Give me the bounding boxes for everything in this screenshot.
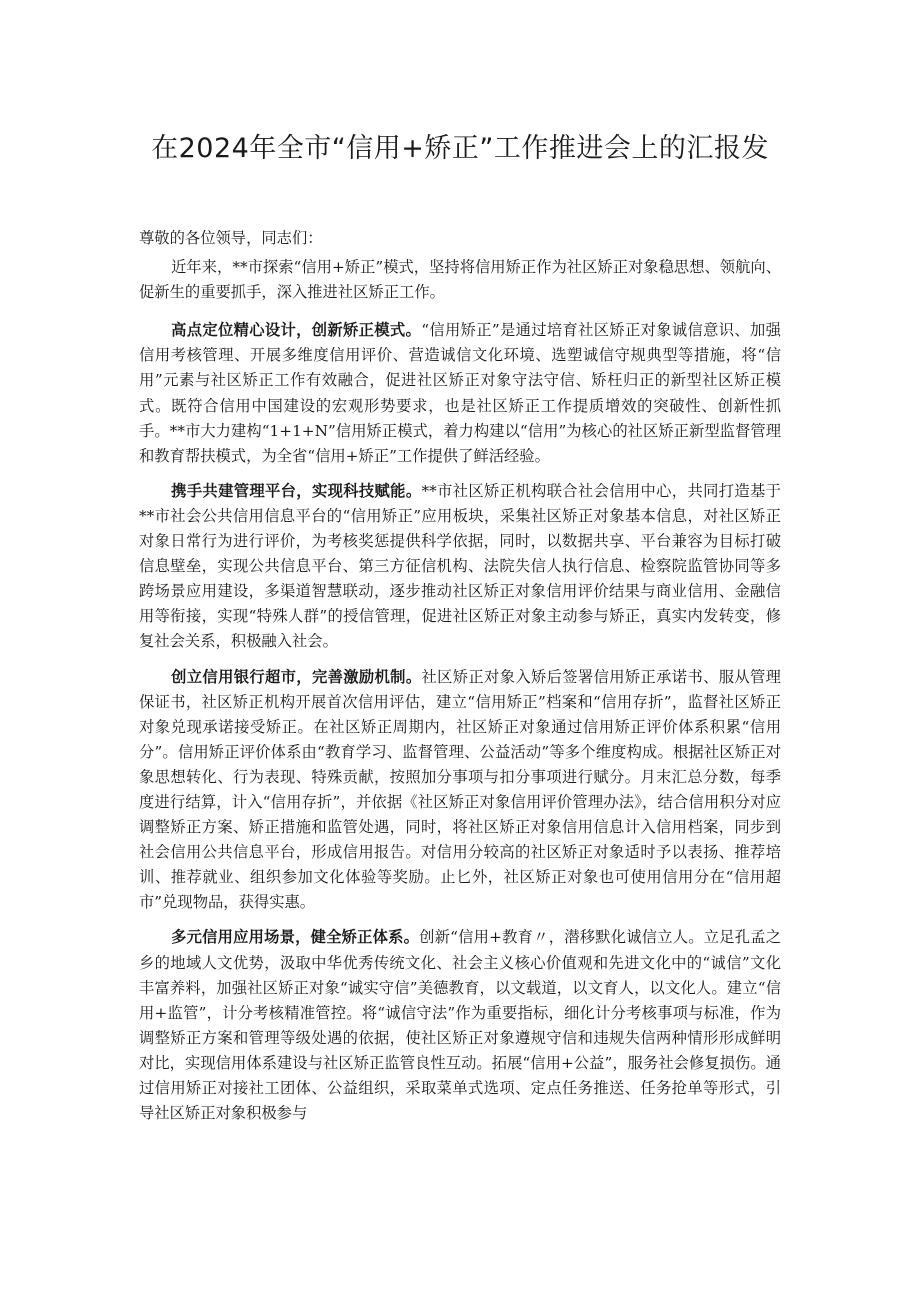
salutation: 尊敬的各位领导，同志们： [139,229,323,247]
document-body [139,226,781,1136]
section-text: 创新“信用+教育〃，潜移默化诚信立人。立足孔孟之乡的地域人文优势，汲取中华优秀传统文化、社会主义核心价值观和先进文化中的“诚信”文化丰富养料，加强社区矫正对象“诚实守信”美德教育，以文载道，以文育人，以文化人。建立“信用+监管”，计分考核精准管控。将“诚信守法”作为重要指标，细化计分考核事项与标准，作为调整矫正方案和管理等级处遇的依据，使社区矫正对象遵规守信和违规失信两种情形形成鲜明对比，实现信用体系建设与社区矫正监管良性互动。拓展“信用+公益”，服务社会修复损伤。通过信用矫正对接社工团体、公益组织，采取菜单式选项、定点任务推送、任务抢单等形式，引导社区矫正对象积极参与 [139,928,781,1123]
section-heading: 高点定位精心设计，创新矫正模式。 [171,321,422,340]
section-heading: 携手共建管理平台，实现科技赋能。 [171,481,422,500]
intro-paragraph: 近年来，**市探索“信用+矫正”模式，坚持将信用矫正作为社区矫正对象稳思想、领航向、促新生的重要抓手，深入推进社区矫正工作。 [139,258,781,302]
section-paragraph [139,925,781,1126]
section-text: 社区矫正对象入矫后签署信用矫正承诺书、服从管理保证书，社区矫正机构开展首次信用评估，建立“信用矫正”档案和“信用存折”，监督社区矫正对象兑现承诺接受矫正。在社区矫正周期内，社区矫正对象通过信用矫正评价体系积累“信用分”。信用矫正评价体系由“教育学习、监督管理、公益活动”等多个维度构成。根据社区矫正对象思想转化、行为表现、特殊贡献，按照加分事项与扣分事项进行赋分。月末汇总分数，每季度进行结算，计入“信用存折”，并依据《社区矫正对象信用评价管理办法》，结合信用积分对应调整矫正方案、矫正措施和监管处遇，同时，将社区矫正对象信用信息计入信用档案，同步到社会信用公共信息平台，形成信用报告。对信用分较高的社区矫正对象适时予以表扬、推荐培训、推荐就业、组织参加文化体验等奖励。止匕外，社区矫正对象也可使用信用分在“信用超市”兑现物品，获得实惠。 [139,667,781,912]
section-heading: 多元信用应用场景，健全矫正体系。 [171,928,420,947]
section-text: **市社区矫正机构联合社会信用中心，共同打造基于**市社会公共信用信息平台的“信用矫正”应用板块，采集社区矫正对象基本信息，对社区矫正对象日常行为进行评价，为考核奖惩提供科学依据，同时，以数据共享、平台兼容为目标打破信息壁垒，实现公共信息平台、第三方征信机构、法院失信人执行信息、检察院监管协同等多跨场景应用建设，多渠道智慧联动，逐步推动社区矫正对象信用评价结果与商业信用、金融信用等衔接，实现“特殊人群”的授信管理，促进社区矫正对象主动参与矫正，真实内发转变，修复社会关系，积极融入社会。 [139,481,781,651]
section-paragraph [139,318,781,469]
section-text: “信用矫正”是通过培育社区矫正对象诚信意识、加强信用考核管理、开展多维度信用评价、营造诚信文化环境、选塑诚信守规典型等措施，将“信用”元素与社区矫正工作有效融合，促进社区矫正对象守法守信、矫枉归正的新型社区矫正模式。既符合信用中国建设的宏观形势要求，也是社区矫正工作提质增效的突破性、创新性抓手。**市大力建构“1+1+N”信用矫正模式，着力构建以“信用”为核心的社区矫正新型监督管理和教育帮扶模式，为全省“信用+矫正”工作提供了鲜活经验。 [139,321,781,465]
section-heading: 创立信用银行超市，完善激励机制。 [171,667,422,686]
document-title: 在2024年全市“信用+矫正”工作推进会上的汇报发 [151,133,769,164]
section-paragraph [139,479,781,655]
section-paragraph [139,665,781,916]
